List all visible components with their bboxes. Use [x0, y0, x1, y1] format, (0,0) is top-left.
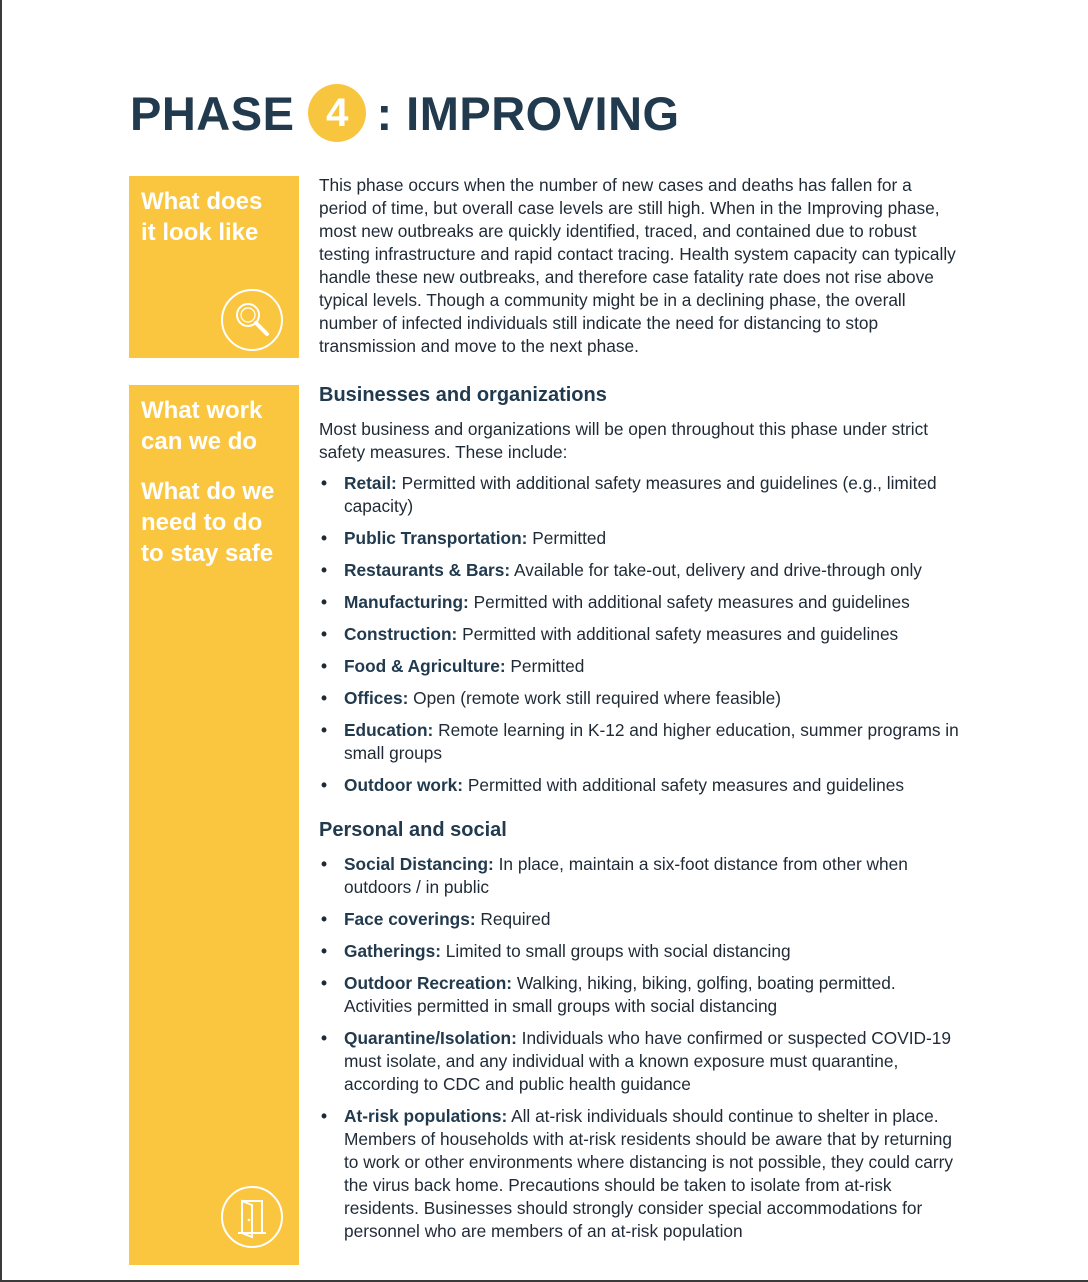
list-item: • Restaurants & Bars: Available for take-out, delivery and drive-through only — [321, 560, 922, 580]
phase-number-badge: 4 — [308, 84, 366, 142]
page-title — [130, 84, 680, 142]
list-item: • Quarantine/Isolation: Individuals who have confirmed or suspected COVID-19 must isolate, and any individual with a known exposure must quarantine, according to CDC and public health guidance — [321, 1028, 952, 1094]
businesses-intro: Most business and organizations will be open throughout this phase under strict safety measures. These include: — [319, 419, 929, 462]
list-item: • Outdoor work: Permitted with additional safety measures and guidelines — [321, 775, 904, 795]
list-item: • Construction: Permitted with additional safety measures and guidelines — [321, 624, 899, 644]
personal-title: Personal and social — [319, 819, 507, 841]
list-item: • Retail: Permitted with additional safety measures and guidelines (e.g., limited capacity) — [321, 473, 937, 516]
sidebar-heading-work: What work can we do — [141, 397, 263, 455]
list-item: • Face coverings: Required — [321, 909, 551, 929]
businesses-title: Businesses and organizations — [319, 384, 607, 406]
list-item: • Gatherings: Limited to small groups with social distancing — [321, 941, 791, 961]
businesses-list — [319, 472, 964, 797]
list-item: • At-risk populations: All at-risk individuals should continue to shelter in place. Members of households with at-risk residents should be aware that by returning to work or other environments where distancing is not possible, they could carry the virus back home. Precautions should be taken to isolate from at-risk residents. Businesses should strongly consider special accommodations for personnel who are members of an at-risk population — [321, 1106, 953, 1241]
list-item: • Food & Agriculture: Permitted — [321, 656, 585, 676]
sidebar-heading-look: What does it look like — [141, 188, 263, 246]
door-exit-icon — [220, 1185, 284, 1249]
list-item: • Manufacturing: Permitted with additional safety measures and guidelines — [321, 592, 910, 612]
personal-list — [319, 853, 964, 1243]
title-prefix: PHASE — [130, 86, 295, 140]
title-suffix: : IMPROVING — [376, 86, 680, 140]
list-item: • Education: Remote learning in K-12 and higher education, summer programs in small groups — [321, 720, 959, 763]
list-item: • Outdoor Recreation: Walking, hiking, biking, golfing, boating permitted. Activities permitted in small groups with social distancing — [321, 973, 896, 1016]
list-item: • Social Distancing: In place, maintain a six-foot distance from other when outdoors / in public — [321, 854, 908, 897]
intro-paragraph: This phase occurs when the number of new cases and deaths has fallen for a period of time, but overall case levels are still high. When in the Improving phase, most new outbreaks are quickly identified, traced, and contained due to robust testing infrastructure and rapid contact tracing. Health system capacity can typically handle these new outbreaks, and therefore case fatality rate does not rise above typical levels. Though a community might be in a declining phase, the overall number of infected individuals still indicate the need for distancing to stop transmission and move to the next phase. — [319, 175, 956, 356]
list-item: • Offices: Open (remote work still required where feasible) — [321, 688, 782, 708]
sidebar-what-it-looks-like — [129, 176, 299, 358]
intro-section — [319, 174, 964, 358]
sidebar-work-and-safety — [129, 385, 299, 1265]
sidebar-heading-safe: What do we need to do to stay safe — [141, 478, 275, 567]
magnifying-glass-icon — [220, 288, 284, 352]
list-item: • Public Transportation: Permitted — [321, 528, 607, 548]
main-section — [319, 382, 964, 1252]
